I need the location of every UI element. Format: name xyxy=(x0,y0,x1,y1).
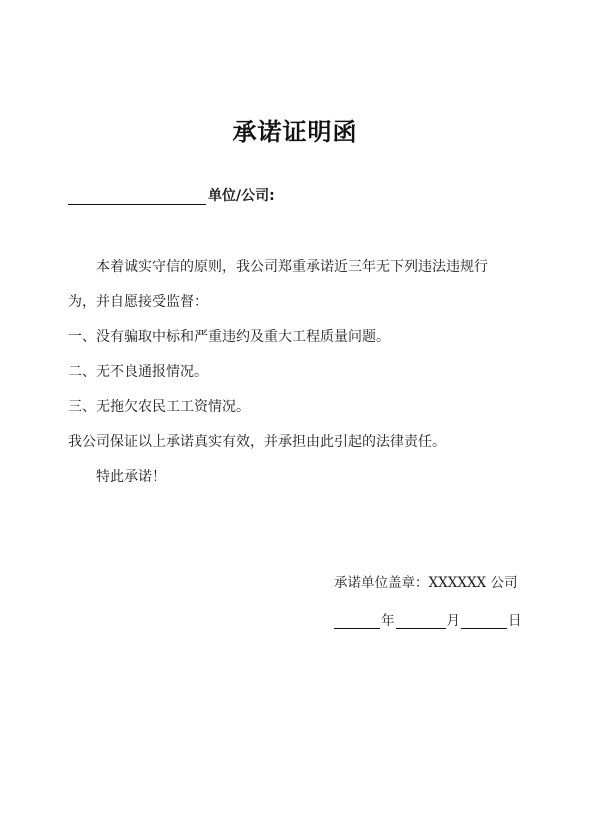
month-label: 月 xyxy=(446,613,460,629)
paragraph-closing: 特此承诺！ xyxy=(96,469,166,485)
commitment-item-2: 二、无不良通报情况。 xyxy=(68,364,208,380)
recipient-suffix: 单位/公司: xyxy=(208,188,275,204)
paragraph-intro: 本着诚实守信的原则，我公司郑重承诺近三年无下列违法违规行 xyxy=(96,259,488,275)
day-blank xyxy=(461,613,507,629)
paragraph-guarantee: 我公司保证以上承诺真实有效，并承担由此引起的法律责任。 xyxy=(68,434,446,450)
year-blank xyxy=(334,613,380,629)
day-label: 日 xyxy=(508,613,522,629)
document-title: 承诺证明函 xyxy=(232,117,358,146)
commitment-item-1: 一、没有骗取中标和严重违约及重大工程质量问题。 xyxy=(68,329,390,345)
recipient-blank xyxy=(68,188,206,205)
paragraph-intro-cont: 为，并自愿接受监督： xyxy=(68,294,208,310)
recipient-line xyxy=(68,185,275,205)
commitment-item-3: 三、无拖欠农民工工资情况。 xyxy=(68,399,250,415)
date-line xyxy=(334,609,523,629)
month-blank xyxy=(396,613,446,629)
year-label: 年 xyxy=(381,613,395,629)
signature-line: 承诺单位盖章：XXXXXX 公司 xyxy=(334,575,518,591)
